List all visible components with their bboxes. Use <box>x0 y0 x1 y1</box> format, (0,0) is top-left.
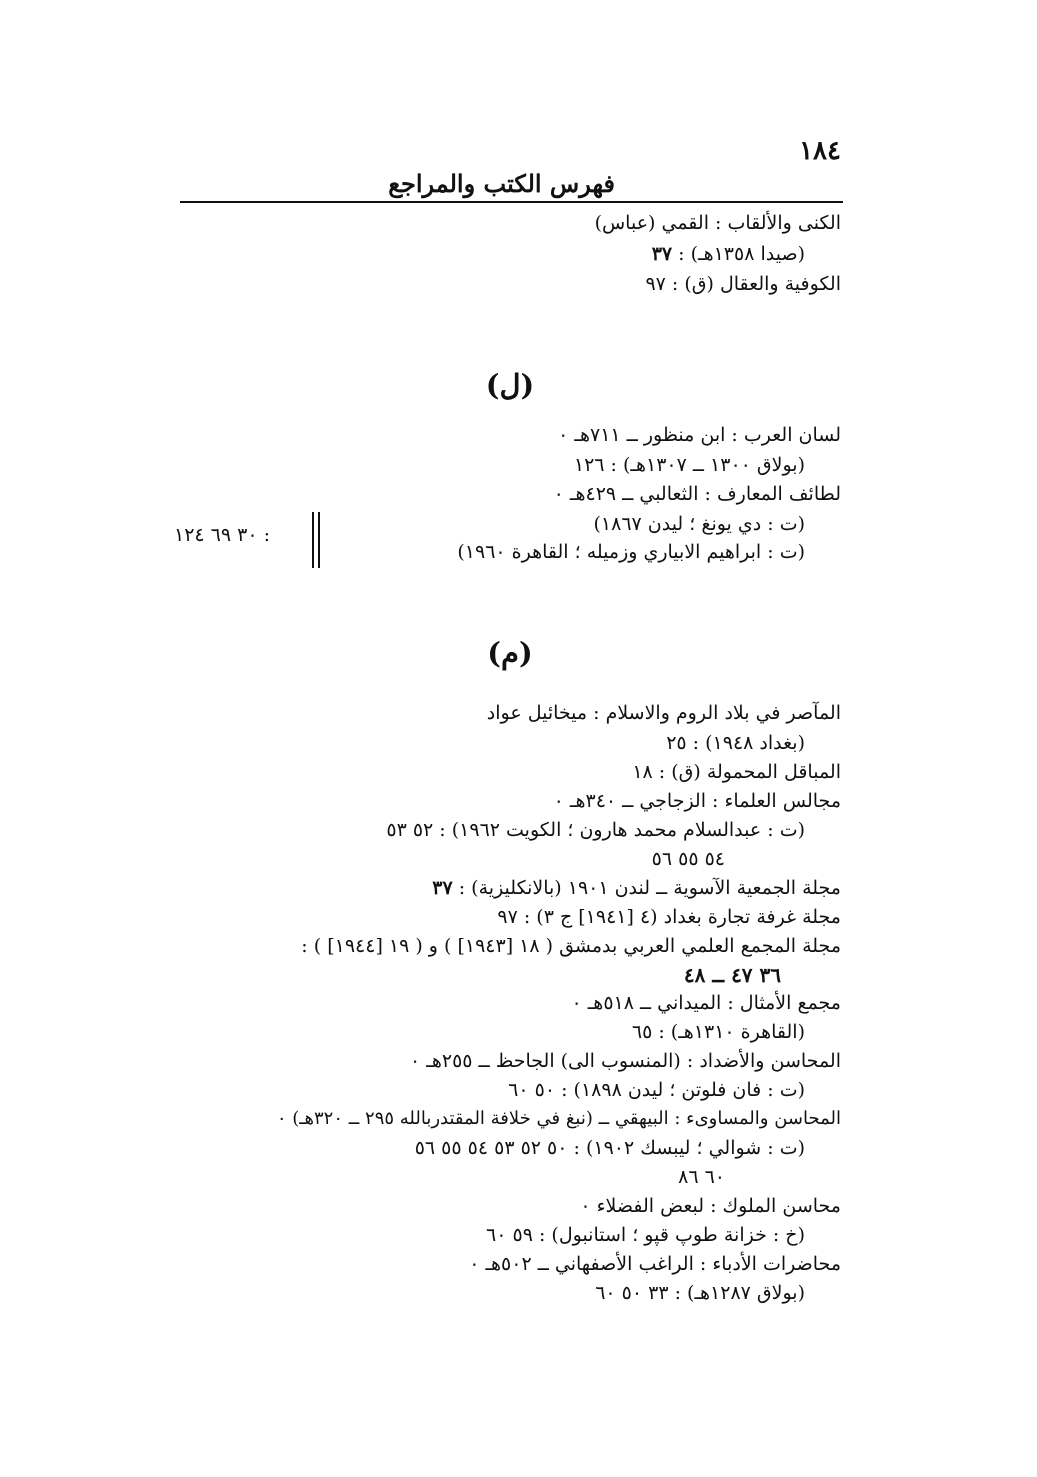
entry-line: مجمع الأمثال : الميداني ــ ٥١٨هـ ٠ <box>571 992 841 1014</box>
entry-edition: (ت : دي يونغ ؛ ليدن ١٨٦٧) <box>593 513 805 535</box>
entry-line: ٥٤ ٥٥ ٥٦ <box>651 848 725 870</box>
entry-line: (ت : عبدالسلام محمد هارون ؛ الكويت ١٩٦٢) : ٥٢ ٥٣ <box>386 819 805 841</box>
entry-line: (ت : شوالي ؛ ليبسك ١٩٠٢) : ٥٠ ٥٢ ٥٣ ٥٤ ٥٥ ٥٦ <box>414 1137 805 1159</box>
entry-pages: ٣٧ <box>651 243 673 265</box>
entry-line: المباقل المحمولة (ق) : ١٨ <box>632 761 841 783</box>
entry-line <box>652 243 805 266</box>
header-rule <box>180 201 843 203</box>
entry-pages: : ٣٠ ٦٩ ١٢٤ <box>174 524 271 546</box>
bracket-line <box>312 512 314 568</box>
entry-line: (ت : فان فلوتن ؛ ليدن ١٨٩٨) : ٥٠ ٦٠ <box>508 1079 805 1101</box>
entry-line: مجالس العلماء : الزجاجي ــ ٣٤٠هـ ٠ <box>553 790 841 812</box>
entry-line: مجلة غرفة تجارة بغداد (٤ [١٩٤١] ج ٣) : ٩٧ <box>497 906 841 928</box>
entry-line: محاضرات الأدباء : الراغب الأصفهاني ــ ٥٠٢هـ ٠ <box>469 1253 841 1275</box>
entry-line: (بولاق ١٣٠٠ ــ ١٣٠٧هـ) : ١٢٦ <box>573 454 805 476</box>
entry-pages: ٣٦ ٤٧ ــ ٤٨ <box>683 963 781 987</box>
entry-title: مجلة الجمعية الآسوية ــ لندن ١٩٠١ (بالانكليزية) : <box>452 877 841 899</box>
entry-line: لسان العرب : ابن منظور ــ ٧١١هـ ٠ <box>558 424 841 446</box>
section-heading-mim: (م) <box>487 636 533 670</box>
entry-line: لطائف المعارف : الثعالبي ــ ٤٢٩هـ ٠ <box>553 483 841 505</box>
entry-line: المآصر في بلاد الروم والاسلام : ميخائيل عواد <box>486 702 841 724</box>
section-heading-lam: (ل) <box>485 368 535 402</box>
entry-line: (بولاق ١٢٨٧هـ) : ٣٣ ٥٠ ٦٠ <box>595 1282 805 1304</box>
entry-line: الكوفية والعقال (ق) : ٩٧ <box>645 273 841 295</box>
entry-line: ٦٠ ٨٦ <box>678 1166 725 1188</box>
entry-line: مجلة المجمع العلمي العربي بدمشق ( ١٨ [١٩٤٣] ) و ( ١٩ [١٩٤٤] ) : <box>301 935 841 957</box>
entry-line: (القاهرة ١٣١٠هـ) : ٦٥ <box>631 1021 805 1043</box>
page-number: ١٨٤ <box>799 136 841 166</box>
entry-line: محاسن الملوك : لبعض الفضلاء ٠ <box>580 1195 841 1217</box>
entry-line: (خ : خزانة طوپ قپو ؛ استانبول) : ٥٩ ٦٠ <box>486 1224 805 1246</box>
entry-line <box>432 877 841 900</box>
running-title: فهرس الكتب والمراجع <box>388 169 615 198</box>
entry-line: (بغداد ١٩٤٨) : ٢٥ <box>666 732 805 754</box>
entry-line: الكنى والألقاب : القمي (عباس) <box>594 212 841 234</box>
entry-imprint: (صيدا ١٣٥٨هـ) : <box>672 243 805 265</box>
bracket-line <box>318 512 320 568</box>
entry-pages: ٣٧ <box>432 877 453 899</box>
entry-edition: (ت : ابراهيم الابياري وزميله ؛ القاهرة ١٩٦٠) <box>457 541 805 563</box>
entry-line: المحاسن والمساوىء : البيهقي ــ (نبغ في خلافة المقتدربالله ٢٩٥ ــ ٣٢٠هـ) ٠ <box>276 1108 841 1129</box>
entry-line: المحاسن والأضداد : (المنسوب الى) الجاحظ ــ ٢٥٥هـ ٠ <box>410 1050 841 1072</box>
